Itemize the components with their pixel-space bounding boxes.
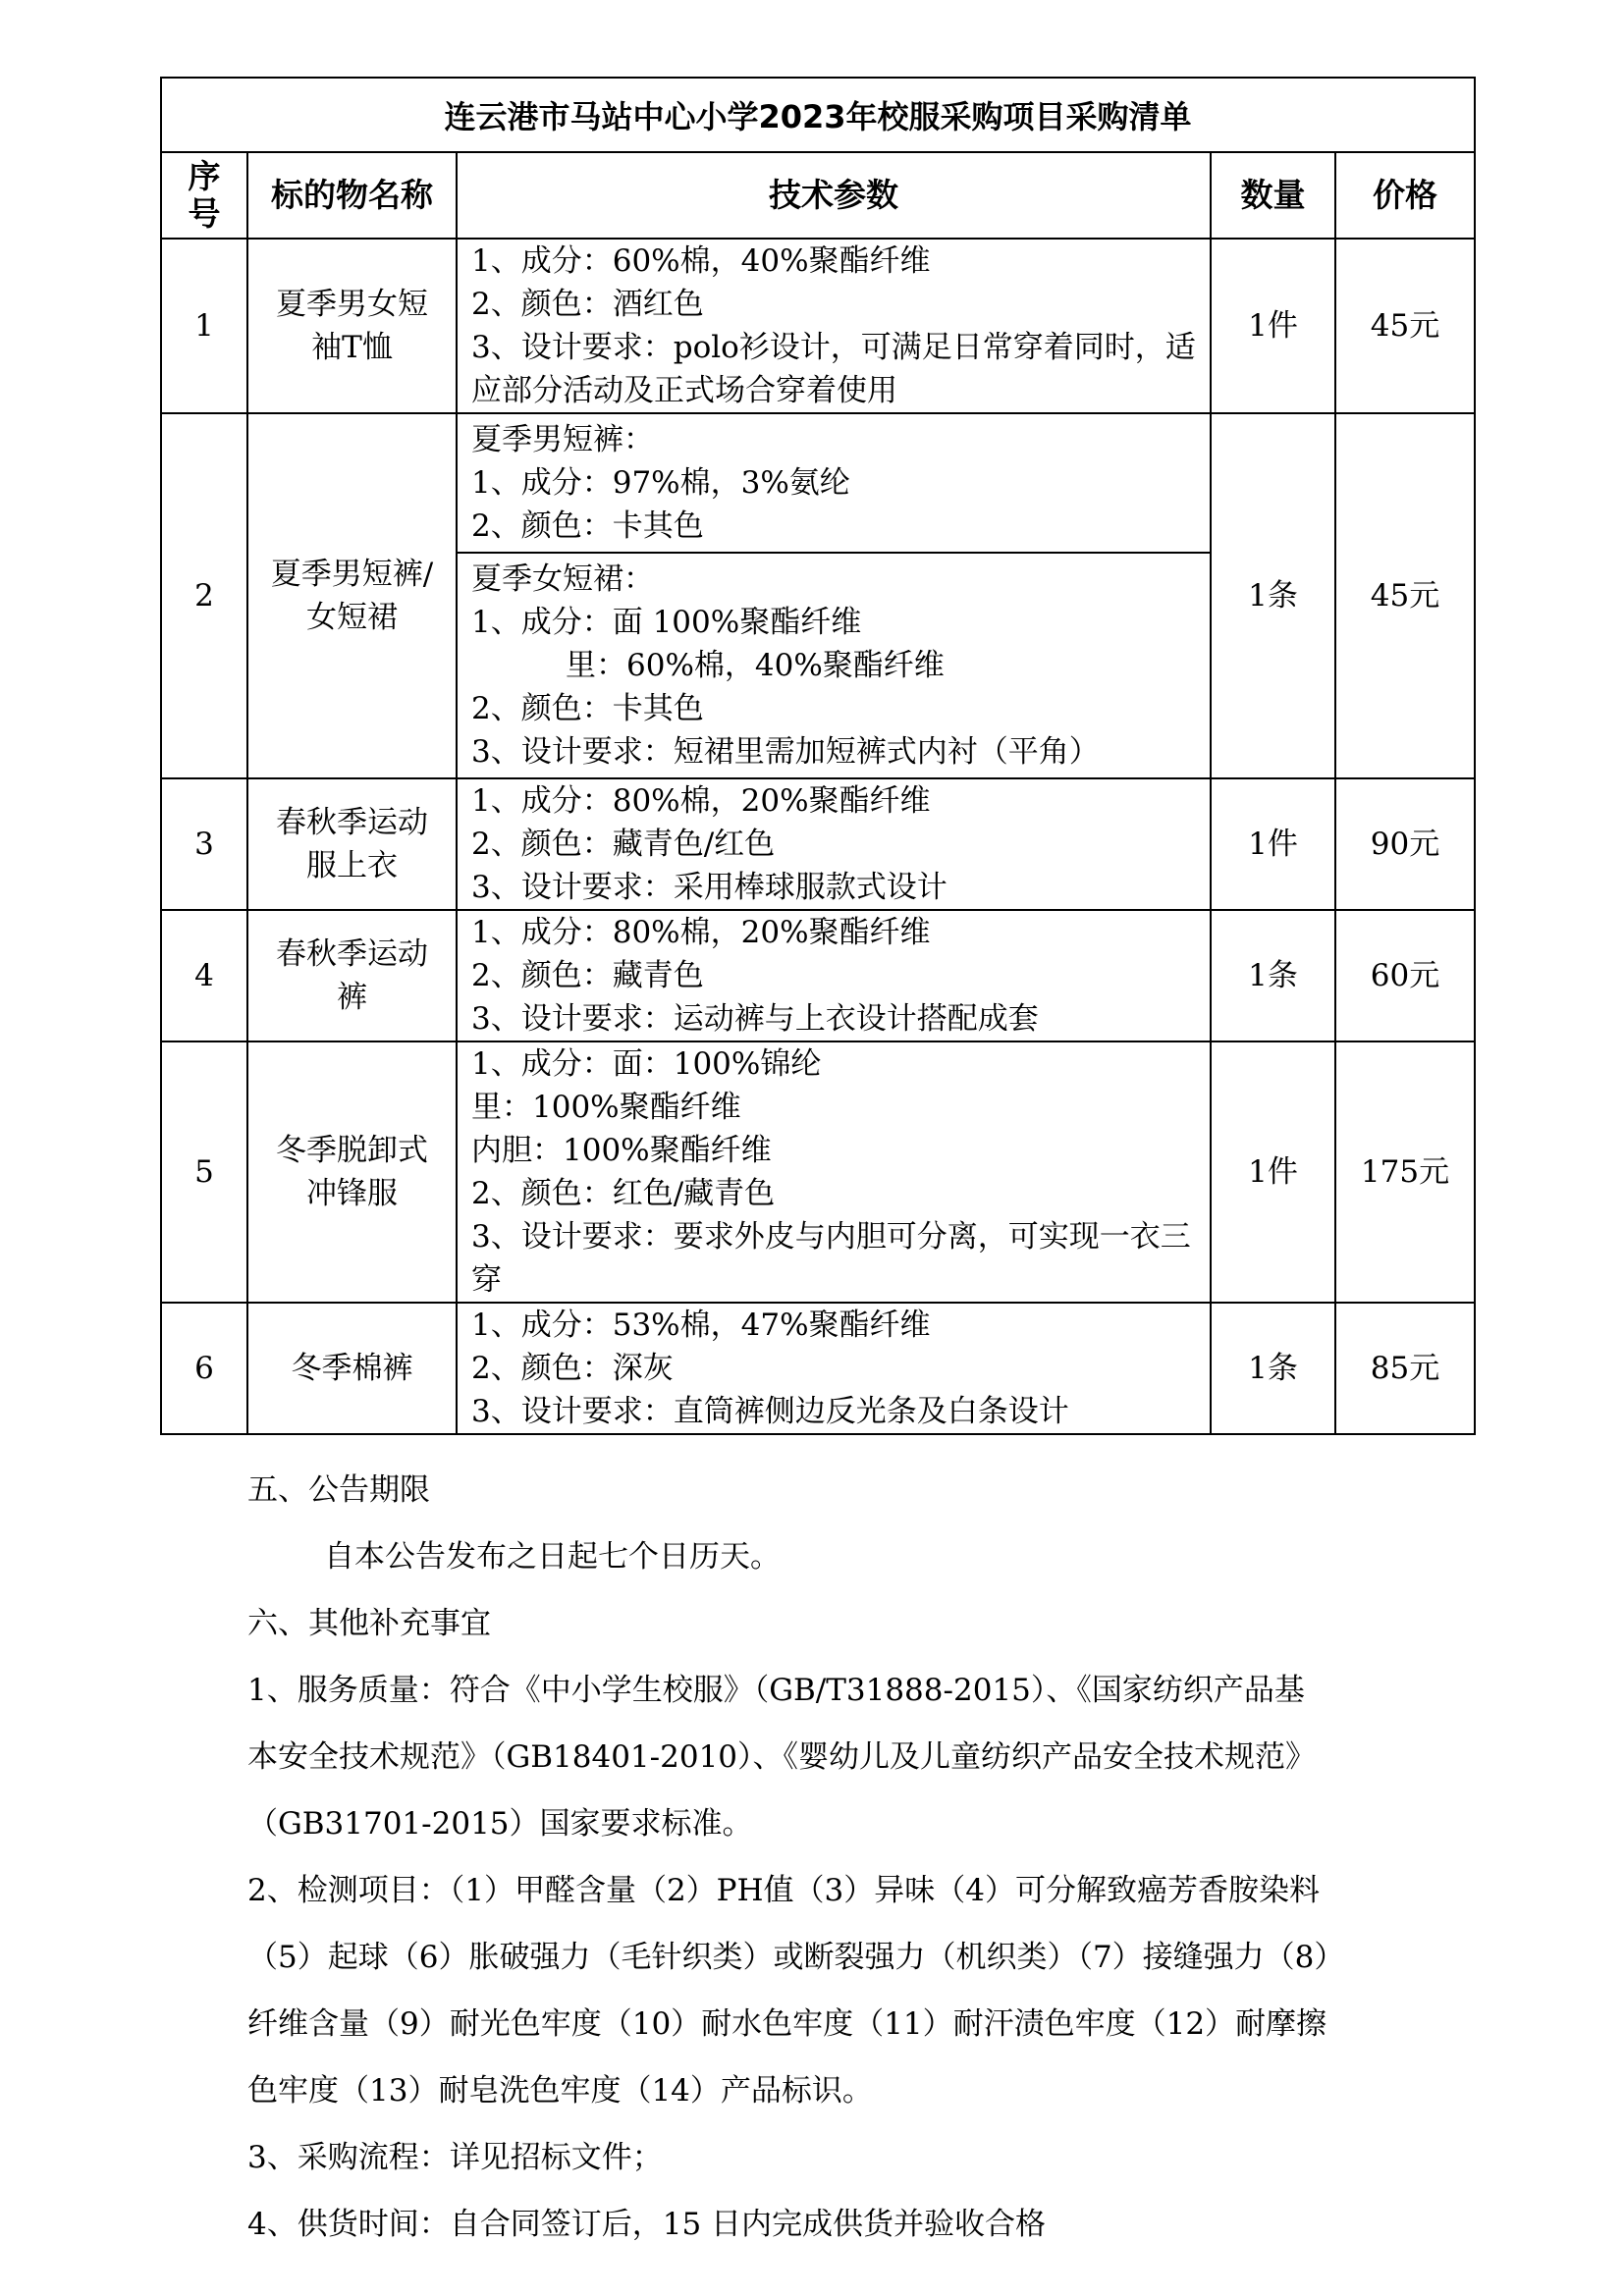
table-row	[161, 1041, 1475, 1303]
table-row	[161, 239, 1475, 413]
section-5-heading: 五、公告期限	[247, 1472, 430, 1508]
row-price: 85元	[1335, 1303, 1475, 1434]
section-5-text: 自本公告发布之日起七个日历天。	[324, 1539, 781, 1575]
row-no: 6	[161, 1303, 247, 1434]
header-no: 序 号	[161, 152, 247, 239]
womens-skirt-params: 夏季女短裙： 1、成分：面 100%聚酯纤维 里：60%棉，40%聚酯纤维 2、颜色：卡其色 3、设计要求：短裙里需加短裤式内衬（平角）	[458, 552, 1210, 777]
row-price: 60元	[1335, 910, 1475, 1041]
row-no: 2	[161, 413, 247, 778]
row-price: 175元	[1335, 1041, 1475, 1303]
row-name: 春秋季运动 服上衣	[247, 778, 457, 910]
mens-shorts-params: 夏季男短裤： 1、成分：97%棉，3%氨纶 2、颜色：卡其色	[471, 422, 850, 544]
row-qty: 1件	[1211, 239, 1335, 413]
item-2-line-3: 纤维含量（9）耐光色牢度（10）耐水色牢度（11）耐汗渍色牢度（12）耐摩擦	[247, 2006, 1327, 2042]
row-name: 夏季男女短 袖T恤	[247, 239, 457, 413]
row-name: 冬季脱卸式 冲锋服	[247, 1041, 457, 1303]
row-name: 春秋季运动 裤	[247, 910, 457, 1041]
item-3: 3、采购流程：详见招标文件；	[247, 2140, 663, 2175]
row-price: 45元	[1335, 239, 1475, 413]
item-1-line-1: 1、服务质量：符合《中小学生校服》（GB/T31888-2015）、《国家纺织产品基	[247, 1673, 1305, 1708]
section-6-heading: 六、其他补充事宜	[247, 1606, 491, 1641]
row-params	[457, 413, 1211, 778]
row-qty: 1件	[1211, 1041, 1335, 1303]
row-no: 4	[161, 910, 247, 1041]
row-params: 1、成分：53%棉，47%聚酯纤维 2、颜色：深灰 3、设计要求：直筒裤侧边反光条及白条设计	[457, 1303, 1211, 1434]
table-row	[161, 910, 1475, 1041]
row-no: 3	[161, 778, 247, 910]
table-row	[161, 1303, 1475, 1434]
item-1-line-3: （GB31701-2015）国家要求标准。	[247, 1806, 753, 1842]
item-2-line-2: （5）起球（6）胀破强力（毛针织类）或断裂强力（机织类）（7）接缝强力（8）	[247, 1940, 1345, 1975]
item-2-line-4: 色牢度（13）耐皂洗色牢度（14）产品标识。	[247, 2073, 873, 2109]
row-params: 1、成分：80%棉，20%聚酯纤维 2、颜色：藏青色 3、设计要求：运动裤与上衣设计搭配成套	[457, 910, 1211, 1041]
item-1-line-2: 本安全技术规范》（GB18401-2010）、《婴幼儿及儿童纺织产品安全技术规范》	[247, 1739, 1317, 1775]
row-params: 1、成分：60%棉，40%聚酯纤维 2、颜色：酒红色 3、设计要求：polo衫设计，可满足日常穿着同时，适 应部分活动及正式场合穿着使用	[457, 239, 1211, 413]
header-price: 价格	[1335, 152, 1475, 239]
row-no: 5	[161, 1041, 247, 1303]
row-params: 1、成分：面：100%锦纶 里：100%聚酯纤维 内胆：100%聚酯纤维 2、颜色：红色/藏青色 3、设计要求：要求外皮与内胆可分离，可实现一衣三 穿	[457, 1041, 1211, 1303]
row-price: 45元	[1335, 413, 1475, 778]
table-row	[161, 413, 1475, 778]
row-qty: 1条	[1211, 413, 1335, 778]
procurement-list-table	[160, 77, 1476, 1435]
row-qty: 1件	[1211, 778, 1335, 910]
announcement-body	[247, 1457, 1396, 2258]
table-row	[161, 778, 1475, 910]
item-4: 4、供货时间：自合同签订后，15 日内完成供货并验收合格	[247, 2207, 1047, 2242]
row-params: 1、成分：80%棉，20%聚酯纤维 2、颜色：藏青色/红色 3、设计要求：采用棒球服款式设计	[457, 778, 1211, 910]
table-header-row	[161, 152, 1475, 239]
table-title: 连云港市马站中心小学2023年校服采购项目采购清单	[161, 78, 1475, 152]
header-name: 标的物名称	[247, 152, 457, 239]
row-qty: 1条	[1211, 910, 1335, 1041]
item-2-line-1: 2、检测项目：（1）甲醛含量（2）PH值（3）异味（4）可分解致癌芳香胺染料	[247, 1873, 1321, 1908]
row-no: 1	[161, 239, 247, 413]
header-params: 技术参数	[457, 152, 1211, 239]
row-name: 冬季棉裤	[247, 1303, 457, 1434]
row-qty: 1条	[1211, 1303, 1335, 1434]
row-price: 90元	[1335, 778, 1475, 910]
row-name: 夏季男短裤/ 女短裙	[247, 413, 457, 778]
header-qty: 数量	[1211, 152, 1335, 239]
